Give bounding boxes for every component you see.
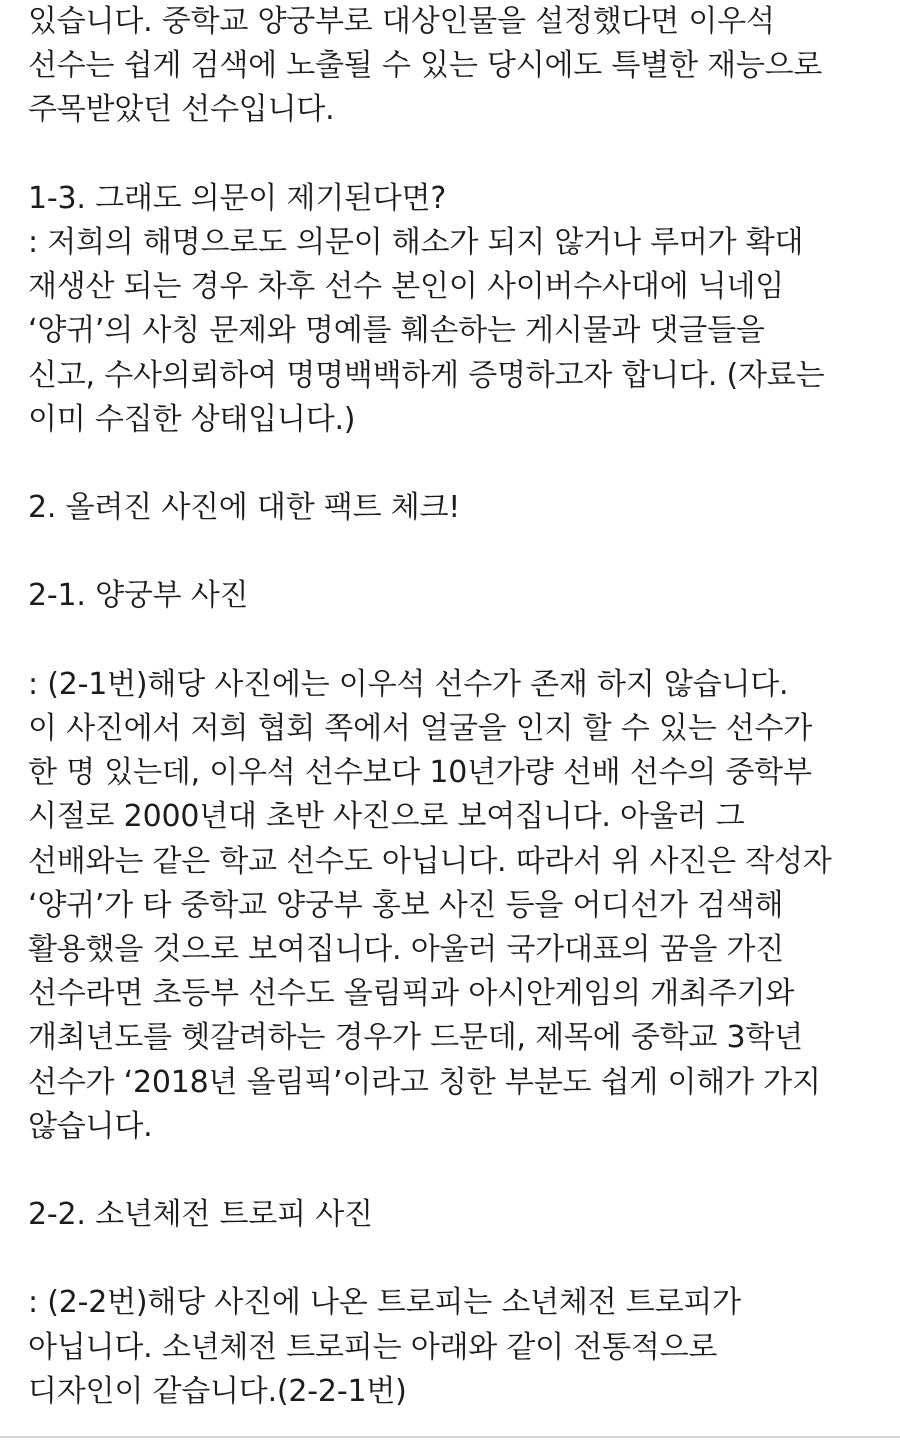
text-line: 개최년도를 헷갈려하는 경우가 드문데, 제목에 중학교 3학년 [28,1020,803,1056]
text-line: : (2-2번)해당 사진에 나온 트로피는 소년체전 트로피가 [28,1285,741,1321]
text-line: 주목받았던 선수입니다. [28,92,335,128]
paragraph [28,1281,888,1414]
paragraph [28,1193,888,1237]
text-line: ‘양귀’의 사칭 문제와 명예를 훼손하는 게시물과 댓글들을 [28,313,765,349]
text-line: 신고, 수사의뢰하여 명명백백하게 증명하고자 합니다. (자료는 [28,357,825,393]
paragraph [28,574,888,618]
section-heading: 2-2. 소년체전 트로피 사진 [28,1197,373,1233]
paragraph-spacer [28,1237,888,1281]
article-body [28,0,888,1414]
text-line: 활용했을 것으로 보여집니다. 아울러 국가대표의 꿈을 가진 [28,931,785,967]
text-line: 한 명 있는데, 이우석 선수보다 10년가량 선배 선수의 중학부 [28,755,812,791]
text-line: 선수라면 초등부 선수도 올림픽과 아시안게임의 개최주기와 [28,976,795,1012]
text-line: 시절로 2000년대 초반 사진으로 보여집니다. 아울러 그 [28,799,745,835]
bottom-divider [0,1436,900,1438]
paragraph-spacer [28,442,888,486]
text-line: 않습니다. [28,1108,153,1144]
paragraph [28,0,888,133]
text-line: 디자인이 같습니다.(2-2-1번) [28,1373,407,1409]
text-line: : (2-1번)해당 사진에는 이우석 선수가 존재 하지 않습니다. [28,666,789,702]
text-line: : 저희의 해명으로도 의문이 해소가 되지 않거나 루머가 확대 [28,224,804,260]
text-line: 이 사진에서 저희 협회 쪽에서 얼굴을 인지 할 수 있는 선수가 [28,711,813,746]
paragraph [28,486,888,530]
paragraph-spacer [28,1149,888,1193]
text-line: 이미 수집한 상태입니다.) [28,401,356,437]
text-line: 아닙니다. 소년체전 트로피는 아래와 같이 전통적으로 [28,1329,718,1365]
paragraph [28,177,888,442]
section-heading: 1-3. 그래도 의문이 제기된다면? [28,180,447,216]
text-line: ‘양귀’가 타 중학교 양궁부 홍보 사진 등을 어디선가 검색해 [28,887,784,923]
section-heading: 2-1. 양궁부 사진 [28,578,249,614]
section-heading: 2. 올려진 사진에 대한 팩트 체크! [28,490,461,526]
paragraph-spacer [28,619,888,663]
text-line: 선배와는 같은 학교 선수도 아닙니다. 따라서 위 사진은 작성자 [28,843,832,879]
text-line: 재생산 되는 경우 차후 선수 본인이 사이버수사대에 닉네임 [28,269,785,305]
text-line: 선수가 ‘2018년 올림픽’이라고 칭한 부분도 쉽게 이해가 가지 [28,1064,821,1100]
text-line: 있습니다. 중학교 양궁부로 대상인물을 설정했다면 이우석 [28,4,775,39]
paragraph-spacer [28,530,888,574]
paragraph [28,663,888,1149]
text-line: 선수는 쉽게 검색에 노출될 수 있는 당시에도 특별한 재능으로 [28,48,823,84]
paragraph-spacer [28,133,888,177]
